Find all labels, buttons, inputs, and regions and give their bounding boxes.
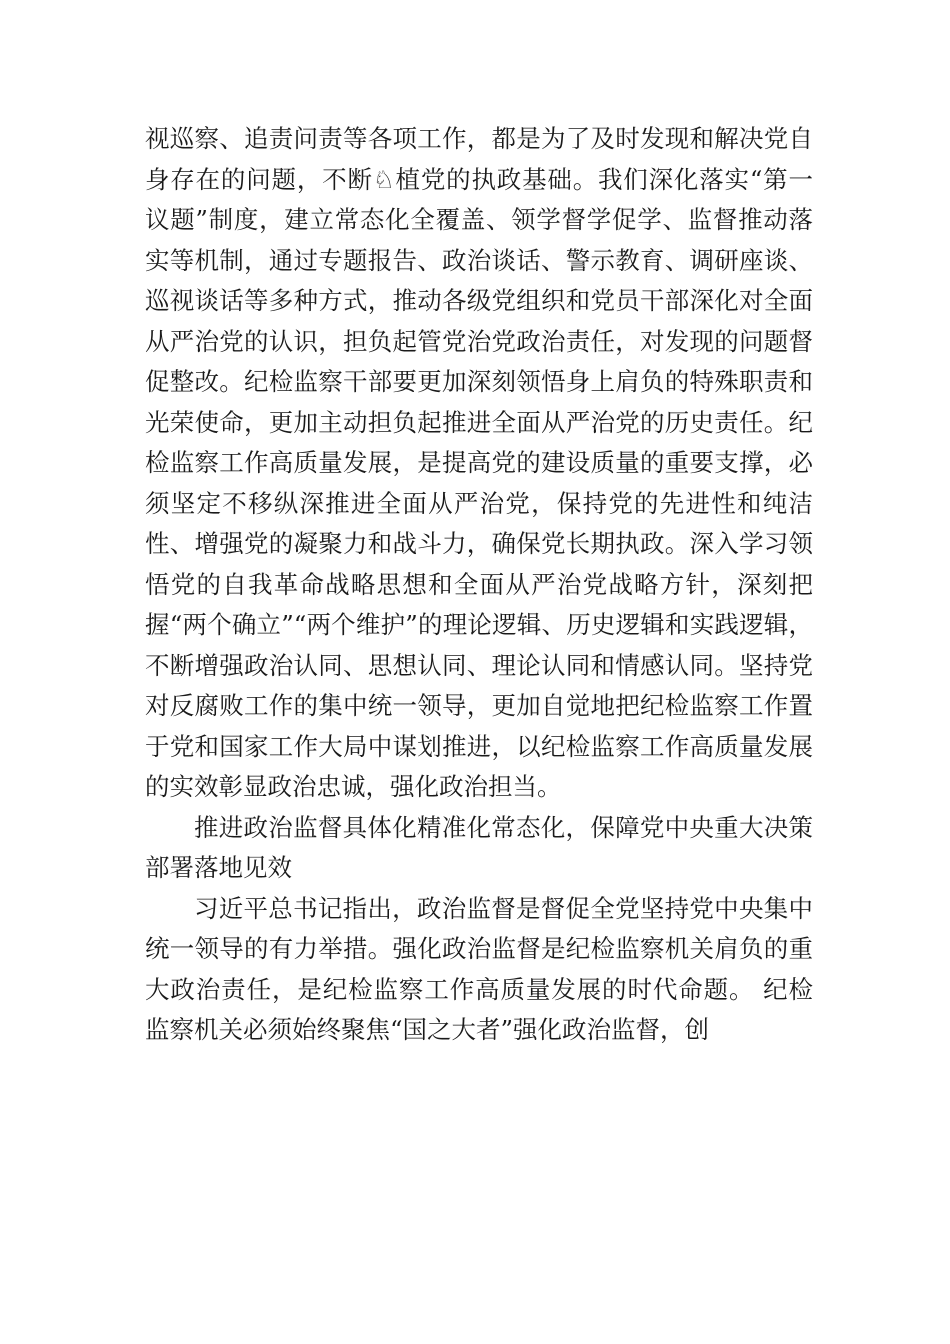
document-body [145,119,813,1051]
paragraph-continuation: 视巡察、追责问责等各项工作，都是为了及时发现和解决党自身存在的问题，不断♘植党的执政基础。我们深化落实“第一议题”制度，建立常态化全覆盖、领学督学促学、监督推动落实等机制，通过专题报告、政治谈话、警示教育、调研座谈、巡视谈话等多种方式，推动各级党组织和党员干部深化对全面从严治党的认识，担负起管党治党政治责任，对发现的问题督促整改。纪检监察干部要更加深刻领悟身上肩负的特殊职责和光荣使命，更加主动担负起推进全面从严治党的历史责任。纪检监察工作高质量发展，是提高党的建设质量的重要支撑，必须坚定不移纵深推进全面从严治党，保持党的先进性和纯洁性、增强党的凝聚力和战斗力，确保党长期执政。深入学习领悟党的自我革命战略思想和全面从严治党战略方针，深刻把握“两个确立”“两个维护”的理论逻辑、历史逻辑和实践逻辑，不断增强政治认同、思想认同、理论认同和情感认同。坚持党对反腐败工作的集中统一领导，更加自觉地把纪检监察工作置于党和国家工作大局中谋划推进，以纪检监察工作高质量发展的实效彰显政治忠诚，强化政治担当。 [145,124,813,801]
section-heading: 推进政治监督具体化精准化常态化，保障党中央重大决策部署落地见效 [145,812,813,882]
paragraph-political-supervision: 习近平总书记指出，政治监督是督促全党坚持党中央集中统一领导的有力举措。强化政治监督是纪检监察机关肩负的重大政治责任，是纪检监察工作高质量发展的时代命题。 纪检监察机关必须始终聚焦“国之大者”强化政治监督，创 [145,893,813,1044]
